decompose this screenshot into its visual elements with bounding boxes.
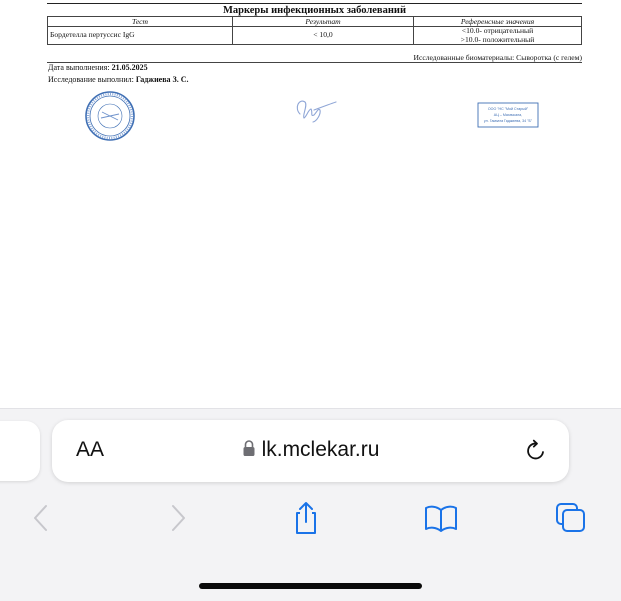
cell-result: < 10,0	[233, 27, 414, 45]
url-text: lk.mclekar.ru	[261, 438, 380, 461]
rectangular-stamp-image	[477, 102, 539, 128]
back-button[interactable]	[24, 500, 60, 536]
biomaterial-note: Исследованные биоматериалы: Сыворотка (с гелем)	[413, 53, 582, 62]
top-rule	[47, 3, 582, 4]
share-button[interactable]	[288, 500, 324, 536]
previous-tab-address-pill[interactable]	[0, 421, 40, 481]
cell-reference	[414, 27, 582, 45]
reference-positive: >10.0- положительный	[460, 34, 535, 44]
executor-name: Гаджиева З. С.	[135, 75, 189, 84]
url-display[interactable]	[52, 438, 569, 462]
execution-date-label: Дата выполнения:	[48, 63, 112, 72]
chevron-left-icon	[24, 500, 60, 536]
forward-button[interactable]	[159, 500, 195, 536]
svg-text:ул. Гамзата Гаджиева, 34 "Б": ул. Гамзата Гаджиева, 34 "Б"	[483, 119, 533, 123]
signature-image	[290, 94, 340, 124]
svg-text:ООО "НС "Мой Старый": ООО "НС "Мой Старый"	[487, 107, 529, 111]
home-indicator[interactable]	[199, 583, 422, 589]
execution-date	[48, 63, 148, 72]
executor	[48, 75, 189, 84]
table-header-row	[48, 17, 582, 27]
results-table	[47, 16, 582, 45]
column-header-reference: Референсные значения	[414, 17, 582, 27]
bookmarks-button[interactable]	[423, 500, 459, 536]
column-header-test: Тест	[48, 17, 233, 27]
round-stamp-image	[84, 90, 136, 142]
execution-date-value: 21.05.2025	[111, 63, 148, 72]
share-icon	[288, 500, 324, 536]
browser-toolbar-area	[0, 408, 621, 601]
svg-text:АЦ – Махачкала,: АЦ – Махачкала,	[493, 113, 523, 117]
chevron-right-icon	[159, 500, 195, 536]
section-title: Маркеры инфекционных заболеваний	[222, 5, 407, 16]
cell-test: Бордетелла пертуссис IgG	[48, 27, 233, 45]
book-icon	[423, 500, 459, 536]
tabs-icon	[553, 500, 589, 536]
executor-label: Исследование выполнил:	[48, 75, 136, 84]
column-header-result: Результат	[233, 17, 414, 27]
reference-negative: <10.0- отрицательный	[461, 26, 534, 35]
lock-icon	[242, 438, 256, 458]
reload-icon[interactable]	[523, 438, 549, 464]
table-row	[48, 27, 582, 45]
page-settings-button[interactable]: AA	[76, 438, 105, 461]
address-bar[interactable]	[52, 420, 569, 482]
tabs-button[interactable]	[553, 500, 589, 536]
